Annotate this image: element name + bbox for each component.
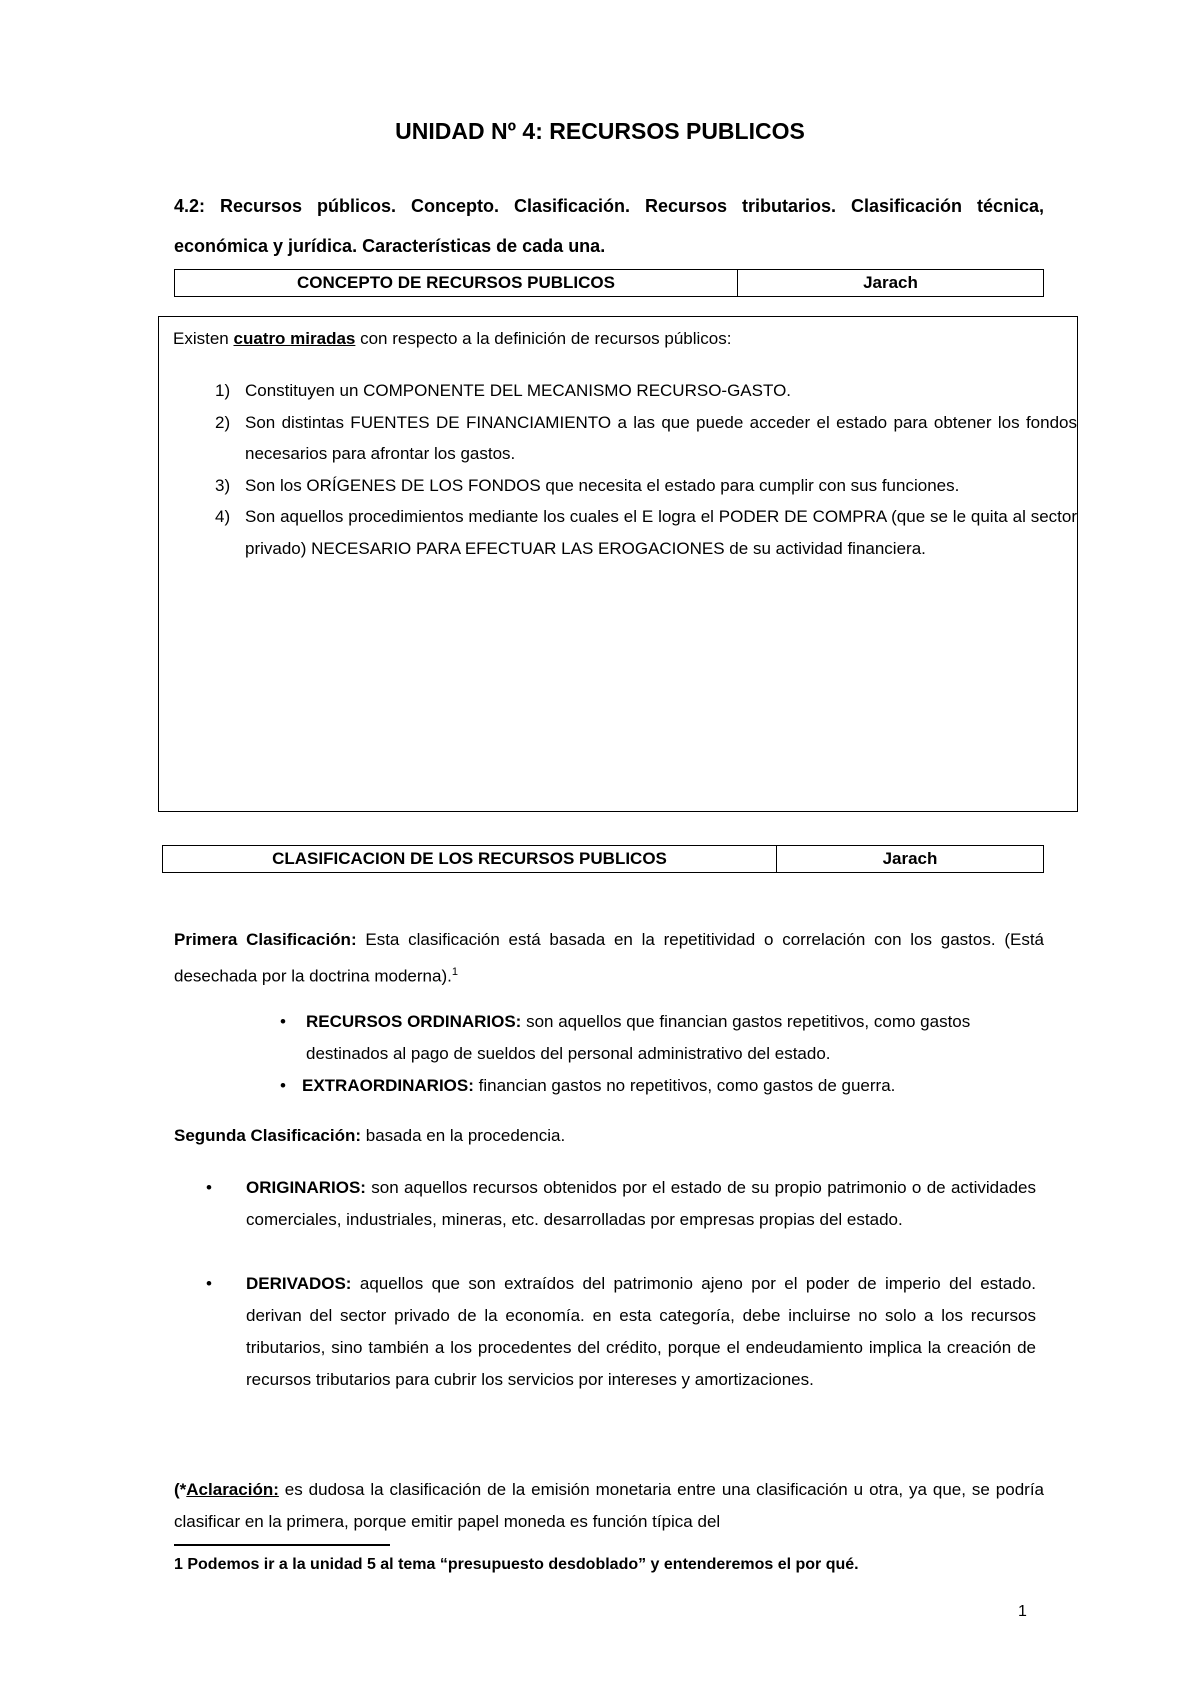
bullet-item bbox=[206, 1172, 1036, 1236]
aclaracion-open: (* bbox=[174, 1480, 187, 1499]
bullet-text: aquellos que son extraídos del patrimonio ajeno por el poder de imperio del estado. derivan del sector privado de la economía. en esta categoría, debe incluirse no solo a los recursos tributarios, sino también a los procedentes del crédito, porque el endeudamiento implica la creación de recursos tributarios para cubrir los servicios por intereses y amortizaciones. bbox=[246, 1274, 1036, 1389]
concept-list bbox=[173, 375, 1077, 564]
section-subtitle: 4.2: Recursos públicos. Concepto. Clasificación. Recursos tributarios. Clasificación técnica, económica y jurídica. Características de cada una. bbox=[174, 196, 1044, 256]
list-item bbox=[173, 375, 1077, 407]
concept-box bbox=[158, 316, 1078, 812]
bullet-label: DERIVADOS: bbox=[246, 1274, 352, 1293]
concept-header-author: Jarach bbox=[863, 273, 918, 292]
segunda-text: basada en la procedencia. bbox=[361, 1126, 566, 1145]
page-title: UNIDAD Nº 4: RECURSOS PUBLICOS bbox=[395, 118, 805, 144]
aclaracion-label: Aclaración: bbox=[186, 1480, 279, 1499]
footnote-text: 1 Podemos ir a la unidad 5 al tema “presupuesto desdoblado” y entenderemos el por qué. bbox=[174, 1556, 859, 1573]
list-number: 3) bbox=[215, 475, 231, 495]
classification-header-label: CLASIFICACION DE LOS RECURSOS PUBLICOS bbox=[163, 846, 777, 872]
bullet-dot: • bbox=[206, 1178, 212, 1197]
primera-text: Esta clasificación está basada en la repetitividad o correlación con los gastos. (Está desechada por la doctrina moderna). bbox=[174, 930, 1044, 986]
list-item-text: Constituyen un COMPONENTE DEL MECANISMO RECURSO-GASTO. bbox=[245, 381, 792, 400]
list-item-text: Son los ORÍGENES DE LOS FONDOS que necesita el estado para cumplir con sus funciones. bbox=[245, 475, 960, 495]
classification-header-table bbox=[162, 845, 1044, 873]
bullet-item bbox=[280, 1070, 1042, 1102]
concept-intro-post: con respecto a la definición de recursos públicos: bbox=[355, 329, 732, 348]
concept-intro bbox=[173, 329, 731, 349]
segunda-label: Segunda Clasificación: bbox=[174, 1126, 362, 1145]
footnote-separator bbox=[174, 1544, 390, 1546]
bullet-text: son aquellos recursos obtenidos por el estado de su propio patrimonio o de actividades comerciales, industriales, mineras, etc. desarrolladas por empresas propias del estado. bbox=[246, 1178, 1036, 1229]
page-number: 1 bbox=[1018, 1603, 1027, 1620]
segunda-clasificacion bbox=[174, 1120, 1044, 1152]
bullet-label: ORIGINARIOS: bbox=[246, 1178, 366, 1197]
concept-header-label: CONCEPTO DE RECURSOS PUBLICOS bbox=[175, 270, 738, 296]
primera-label: Primera Clasificación: bbox=[174, 930, 357, 949]
classification-header-author: Jarach bbox=[882, 849, 938, 868]
list-number: 1) bbox=[215, 381, 231, 400]
footnote-ref: 1 bbox=[451, 966, 458, 978]
bullet-dot: • bbox=[280, 1012, 286, 1031]
bullet-dot: • bbox=[206, 1274, 212, 1293]
bullet-item bbox=[280, 1006, 1022, 1070]
list-item bbox=[173, 470, 1077, 502]
bullet-text: financian gastos no repetitivos, como gastos de guerra. bbox=[473, 1076, 896, 1095]
bullet-label: RECURSOS ORDINARIOS: bbox=[306, 1012, 522, 1031]
list-item bbox=[173, 501, 1077, 564]
aclaracion-paragraph bbox=[174, 1474, 1044, 1538]
bullet-item bbox=[206, 1268, 1036, 1396]
list-item-text: Son distintas FUENTES DE FINANCIAMIENTO a las que puede acceder el estado para obtener los fondos necesarios para afrontar los gastos. bbox=[245, 412, 1077, 463]
aclaracion-text: es dudosa la clasificación de la emisión monetaria entre una clasificación u otra, ya que, se podría clasificar en la primera, porque emitir papel moneda es función típica del bbox=[174, 1480, 1044, 1531]
bullet-text: son aquellos que financian gastos repetitivos, como gastos destinados al pago de sueldos del personal administrativo del estado. bbox=[306, 1012, 971, 1063]
primera-clasificacion bbox=[174, 924, 1044, 993]
list-number: 4) bbox=[215, 507, 231, 526]
concept-intro-emphasis: cuatro miradas bbox=[233, 329, 356, 348]
concept-header-table bbox=[174, 269, 1044, 297]
bullet-dot: • bbox=[280, 1076, 286, 1095]
list-item-text: Son aquellos procedimientos mediante los cuales el E logra el PODER DE COMPRA (que se le quita al sector privado) NECESARIO PARA EFECTUAR LAS EROGACIONES de su actividad financiera. bbox=[245, 507, 1077, 558]
list-number: 2) bbox=[215, 412, 231, 432]
bullet-label: EXTRAORDINARIOS: bbox=[302, 1076, 474, 1095]
list-item bbox=[173, 407, 1077, 470]
concept-intro-pre: Existen bbox=[173, 329, 234, 348]
